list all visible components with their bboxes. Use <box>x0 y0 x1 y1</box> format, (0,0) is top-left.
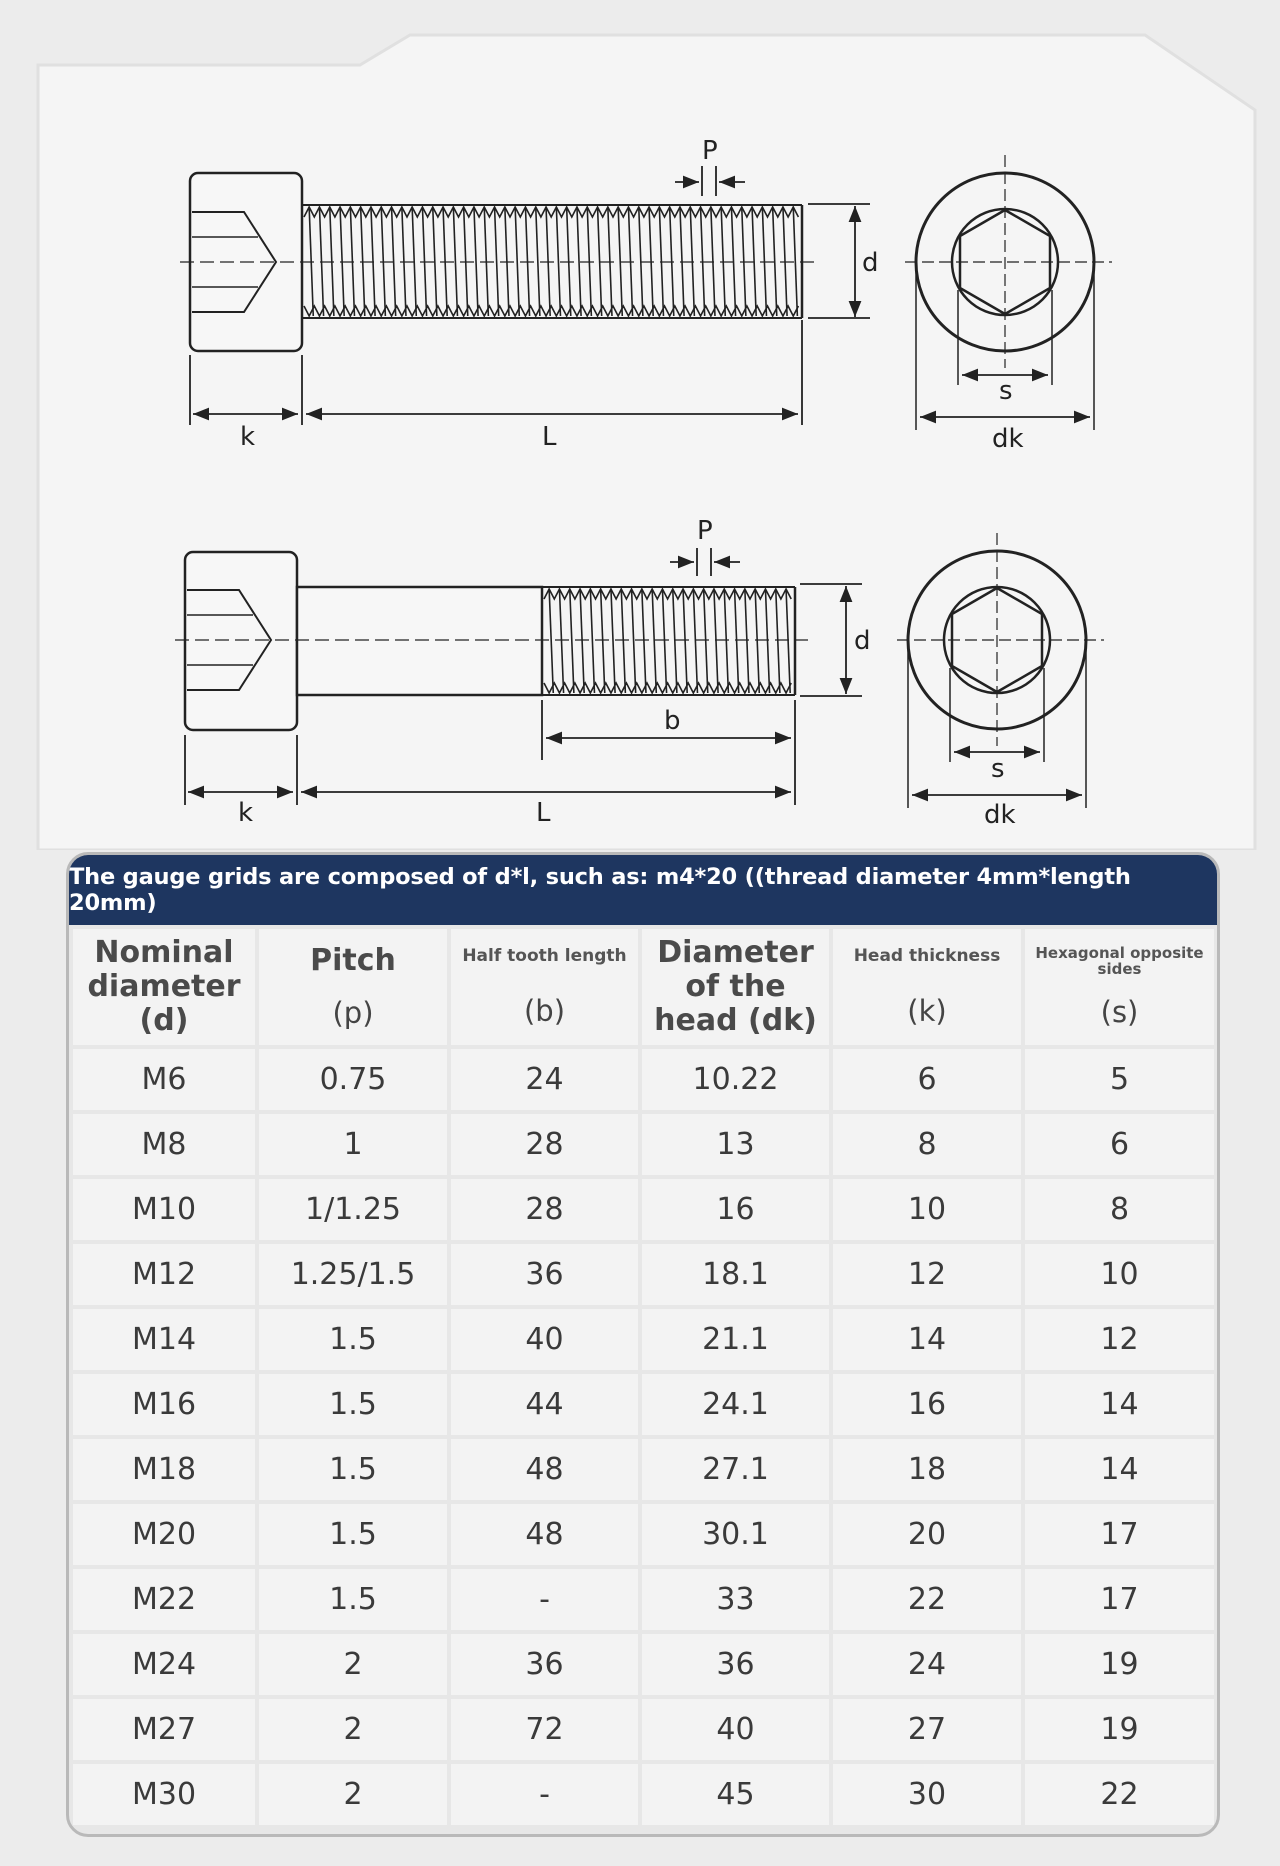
cell-hex-opposite-sides: 19 <box>1025 1634 1214 1695</box>
cell-hex-opposite-sides: 22 <box>1025 1764 1214 1825</box>
cell-nominal-diameter: M18 <box>73 1439 255 1500</box>
cell-pitch: 1.25/1.5 <box>259 1244 447 1305</box>
table-row <box>73 1504 1214 1565</box>
cell-hex-opposite-sides: 17 <box>1025 1569 1214 1630</box>
table-row <box>73 1179 1214 1240</box>
cell-head-thickness: 12 <box>833 1244 1021 1305</box>
cell-half-tooth-length: 28 <box>451 1114 638 1175</box>
cell-hex-opposite-sides: 6 <box>1025 1114 1214 1175</box>
cell-nominal-diameter: M8 <box>73 1114 255 1175</box>
top-diameter-label: d <box>862 248 879 278</box>
top-hex-label: s <box>999 376 1013 406</box>
top-head-diameter-label: dk <box>992 424 1024 454</box>
cell-head-diameter: 36 <box>642 1634 829 1695</box>
cell-head-thickness: 6 <box>833 1049 1021 1110</box>
cell-hex-opposite-sides: 19 <box>1025 1699 1214 1760</box>
header-half-tooth-length <box>451 929 638 1045</box>
cell-pitch: 1.5 <box>259 1309 447 1370</box>
cell-half-tooth-length: 36 <box>451 1244 638 1305</box>
cell-half-tooth-length: 48 <box>451 1504 638 1565</box>
table-body <box>73 1049 1214 1825</box>
cell-head-thickness: 10 <box>833 1179 1021 1240</box>
table-banner: The gauge grids are composed of d*l, such as: m4*20 ((thread diameter 4mm*length 20mm) <box>69 855 1217 925</box>
cell-nominal-diameter: M27 <box>73 1699 255 1760</box>
cell-half-tooth-length: 36 <box>451 1634 638 1695</box>
table-row <box>73 1569 1214 1630</box>
bottom-bolt-head <box>185 552 297 730</box>
cell-hex-opposite-sides: 17 <box>1025 1504 1214 1565</box>
cell-head-thickness: 24 <box>833 1634 1021 1695</box>
cell-pitch: 1.5 <box>259 1374 447 1435</box>
bottom-bolt-shank <box>297 587 542 695</box>
cell-pitch: 1.5 <box>259 1439 447 1500</box>
bottom-length-label: L <box>536 798 551 828</box>
bottom-diameter-label: d <box>854 626 871 656</box>
header-nominal-diameter <box>73 929 255 1045</box>
table-row <box>73 1374 1214 1435</box>
cell-half-tooth-length: 28 <box>451 1179 638 1240</box>
cell-half-tooth-length: 44 <box>451 1374 638 1435</box>
cell-head-thickness: 22 <box>833 1569 1021 1630</box>
cell-half-tooth-length: - <box>451 1569 638 1630</box>
bottom-hex-label: s <box>991 754 1005 784</box>
cell-pitch: 1.5 <box>259 1504 447 1565</box>
cell-head-diameter: 45 <box>642 1764 829 1825</box>
table-row <box>73 1244 1214 1305</box>
cell-head-diameter: 24.1 <box>642 1374 829 1435</box>
table-row <box>73 1439 1214 1500</box>
cell-head-diameter: 27.1 <box>642 1439 829 1500</box>
cell-head-thickness: 30 <box>833 1764 1021 1825</box>
cell-hex-opposite-sides: 14 <box>1025 1374 1214 1435</box>
cell-half-tooth-length: 72 <box>451 1699 638 1760</box>
cell-head-thickness: 8 <box>833 1114 1021 1175</box>
spec-table-panel <box>66 852 1220 1837</box>
cell-head-diameter: 21.1 <box>642 1309 829 1370</box>
cell-half-tooth-length: - <box>451 1764 638 1825</box>
header-symbol: (b) <box>523 994 566 1028</box>
table-header-row <box>73 929 1214 1045</box>
cell-hex-opposite-sides: 12 <box>1025 1309 1214 1370</box>
table-row <box>73 1634 1214 1695</box>
cell-nominal-diameter: M30 <box>73 1764 255 1825</box>
header-symbol: (s) <box>1100 995 1139 1029</box>
cell-nominal-diameter: M16 <box>73 1374 255 1435</box>
cell-nominal-diameter: M14 <box>73 1309 255 1370</box>
header-symbol: (k) <box>907 994 947 1028</box>
header-pitch <box>259 929 447 1045</box>
cell-head-diameter: 16 <box>642 1179 829 1240</box>
header-title: Diameter of the head (dk) <box>654 935 817 1038</box>
cell-pitch: 1/1.25 <box>259 1179 447 1240</box>
bottom-head-diameter-label: dk <box>984 800 1016 830</box>
header-title: Nominal diameter (d) <box>87 935 241 1038</box>
cell-head-thickness: 20 <box>833 1504 1021 1565</box>
cell-head-thickness: 16 <box>833 1374 1021 1435</box>
bottom-head-height-label: k <box>238 798 254 828</box>
cell-nominal-diameter: M6 <box>73 1049 255 1110</box>
cell-hex-opposite-sides: 10 <box>1025 1244 1214 1305</box>
header-head-diameter <box>642 929 829 1045</box>
cell-hex-opposite-sides: 5 <box>1025 1049 1214 1110</box>
bolt-technical-drawings <box>0 0 1280 850</box>
table-row <box>73 1764 1214 1825</box>
cell-pitch: 1.5 <box>259 1569 447 1630</box>
cell-nominal-diameter: M20 <box>73 1504 255 1565</box>
top-length-label: L <box>542 422 557 452</box>
header-title: Pitch <box>310 943 396 978</box>
bottom-pitch-label: P <box>697 516 713 546</box>
header-title: Half tooth length <box>462 946 627 966</box>
cell-half-tooth-length: 48 <box>451 1439 638 1500</box>
cell-nominal-diameter: M22 <box>73 1569 255 1630</box>
cell-nominal-diameter: M12 <box>73 1244 255 1305</box>
table-row <box>73 1114 1214 1175</box>
table-row <box>73 1309 1214 1370</box>
cell-head-diameter: 18.1 <box>642 1244 829 1305</box>
header-title: Head thickness <box>853 946 1001 966</box>
cell-nominal-diameter: M24 <box>73 1634 255 1695</box>
table-row <box>73 1049 1214 1110</box>
header-head-thickness <box>833 929 1021 1045</box>
cell-pitch: 2 <box>259 1699 447 1760</box>
top-head-height-label: k <box>240 422 256 452</box>
cell-head-diameter: 10.22 <box>642 1049 829 1110</box>
header-symbol: (p) <box>332 996 374 1030</box>
header-hex-opposite-sides <box>1025 929 1214 1045</box>
cell-hex-opposite-sides: 8 <box>1025 1179 1214 1240</box>
cell-nominal-diameter: M10 <box>73 1179 255 1240</box>
cell-pitch: 0.75 <box>259 1049 447 1110</box>
cell-pitch: 2 <box>259 1764 447 1825</box>
cell-head-diameter: 13 <box>642 1114 829 1175</box>
top-pitch-label: P <box>702 136 718 166</box>
cell-pitch: 1 <box>259 1114 447 1175</box>
cell-head-thickness: 27 <box>833 1699 1021 1760</box>
cell-head-diameter: 40 <box>642 1699 829 1760</box>
table-row <box>73 1699 1214 1760</box>
cell-head-diameter: 30.1 <box>642 1504 829 1565</box>
cell-head-thickness: 18 <box>833 1439 1021 1500</box>
cell-half-tooth-length: 24 <box>451 1049 638 1110</box>
cell-half-tooth-length: 40 <box>451 1309 638 1370</box>
cell-head-diameter: 33 <box>642 1569 829 1630</box>
spec-table <box>69 925 1218 1829</box>
cell-pitch: 2 <box>259 1634 447 1695</box>
bottom-thread-length-label: b <box>664 706 681 736</box>
cell-hex-opposite-sides: 14 <box>1025 1439 1214 1500</box>
header-title: Hexagonal opposite sides <box>1035 944 1204 978</box>
cell-head-thickness: 14 <box>833 1309 1021 1370</box>
